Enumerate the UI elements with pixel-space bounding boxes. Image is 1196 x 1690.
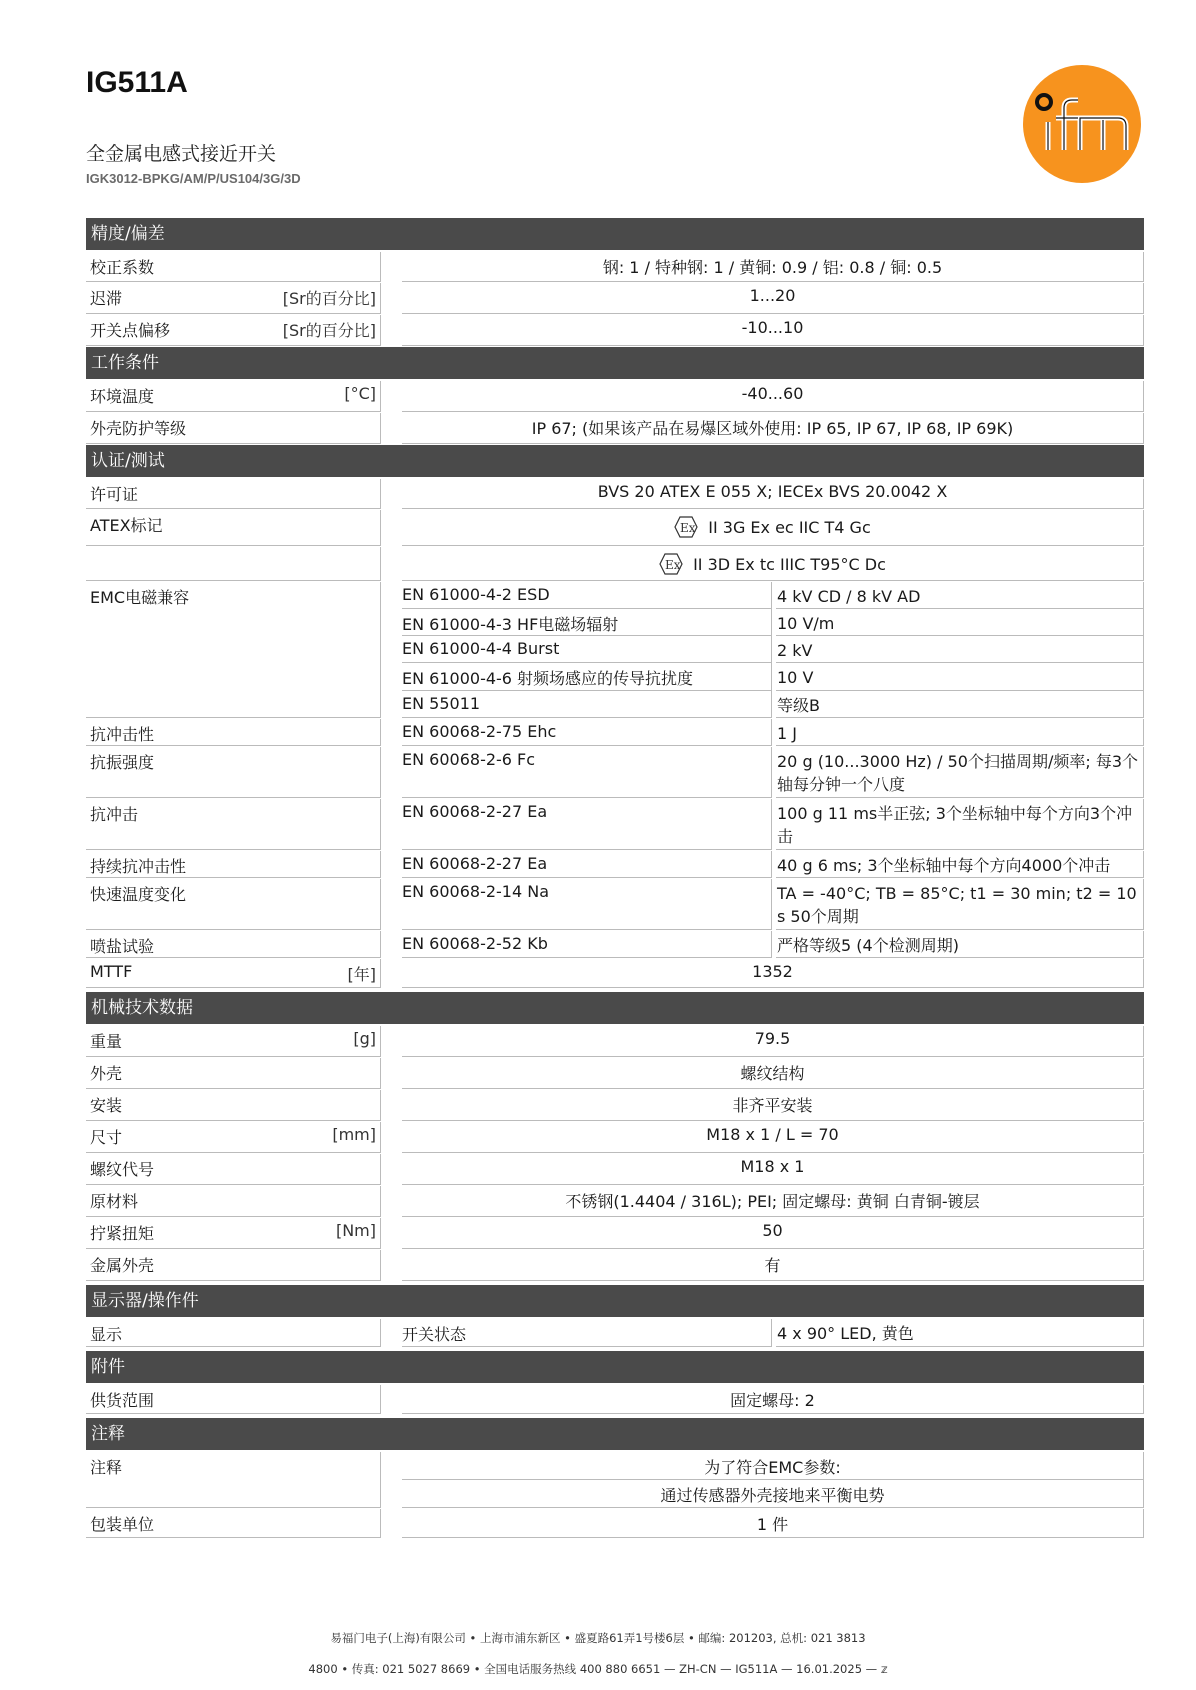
table-row [86,283,1144,314]
row-unit: [Nm] [335,1221,376,1240]
row-value: 1...20 [402,283,1144,314]
test-standard: EN 60068-2-52 Kb [402,931,772,958]
row-label: 抗冲击性 [90,725,155,744]
row-value: 非齐平安装 [402,1090,1144,1121]
table-row [86,851,1144,878]
ex-hexagon-icon [659,553,683,575]
table-row [86,1250,1144,1281]
row-value: 50 [402,1218,1144,1249]
table-row [86,1385,1144,1414]
test-value: 40 g 6 ms; 3个坐标轴中每个方向4000个冲击 [776,851,1144,878]
row-value: 有 [402,1250,1144,1281]
remark-line: 通过传感器外壳接地来平衡电势 [402,1480,1144,1508]
row-value: BVS 20 ATEX E 055 X; IECEx BVS 20.0042 X [402,479,1144,509]
row-value: 79.5 [402,1026,1144,1057]
row-label: 显示 [90,1325,123,1344]
table-row [86,510,1144,546]
table-row [86,252,1144,282]
table-row [86,381,1144,412]
section-operating: 工作条件 [86,347,1144,379]
table-row [86,1218,1144,1249]
test-value: 1 J [776,719,1144,746]
row-label: 外壳 [90,1064,123,1083]
row-unit: [年] [347,965,376,984]
row-unit: [g] [353,1029,376,1048]
row-label: 环境温度 [90,387,155,406]
atex-marking-3d: II 3D Ex tc IIIC T95°C Dc [693,555,886,574]
section-remarks: 注释 [86,1418,1144,1450]
table-row [86,719,1144,746]
table-row [86,747,1144,798]
table-row [86,959,1144,988]
emc-value: 4 kV CD / 8 kV AD [776,582,1144,609]
emc-block [86,582,1144,718]
footer-contact: 4800 • 传真: 021 5027 8669 • 全国电话服务热线 400 880 6651 — ZH-CN — IG511A — 16.01.2025 — 𝕫 [308,1662,888,1676]
footer-address: 易福门电子(上海)有限公司 • 上海市浦东新区 • 盛夏路61弄1号楼6层 • 邮编: 201203, 总机: 021 3813 [330,1631,866,1645]
table-row [86,1122,1144,1153]
remark-line: 为了符合EMC参数: [402,1452,1144,1480]
section-display: 显示器/操作件 [86,1285,1144,1317]
product-subtitle: 全金属电感式接近开关 [86,143,277,165]
emc-value: 等级B [776,691,1144,718]
row-label: ATEX标记 [90,516,163,535]
test-standard: EN 60068-2-27 Ea [402,799,772,850]
row-label: MTTF [90,962,133,981]
table-row [86,1319,1144,1347]
emc-value: 2 kV [776,636,1144,663]
row-unit: [mm] [332,1125,376,1144]
row-label: 抗振强度 [90,753,155,772]
table-row [86,1154,1144,1185]
svg-text:Ex: Ex [665,558,681,572]
table-row [86,1509,1144,1538]
row-label: 包装单位 [90,1515,155,1534]
table-row [86,931,1144,958]
spec-table [86,218,1144,1539]
row-unit: [Sr的百分比] [282,321,376,340]
section-accuracy: 精度/偏差 [86,218,1144,250]
row-value: M18 x 1 [402,1154,1144,1185]
svg-text:Ex: Ex [680,521,696,535]
row-label: 快速温度变化 [90,885,187,904]
test-standard: EN 60068-2-6 Fc [402,747,772,798]
emc-standard: EN 61000-4-6 射频场感应的传导抗扰度 [402,663,772,691]
ifm-logo-icon [1022,64,1142,184]
row-value: -10...10 [402,315,1144,346]
table-row [86,1090,1144,1121]
row-label: 重量 [90,1032,123,1051]
row-label: 安装 [90,1096,123,1115]
test-value: 20 g (10...3000 Hz) / 50个扫描周期/频率; 每3个轴每分钟一个八度 [776,747,1144,798]
ex-hexagon-icon [674,516,698,538]
row-label: 原材料 [90,1192,139,1211]
test-value: 严格等级5 (4个检测周期) [776,931,1144,958]
table-row [86,1452,1144,1508]
row-label: 外壳防护等级 [90,419,187,438]
row-unit: [°C] [344,384,376,403]
row-value: 1 件 [402,1509,1144,1538]
table-row [86,879,1144,930]
row-label: 供货范围 [90,1391,155,1410]
test-value: 100 g 11 ms半正弦; 3个坐标轴中每个方向3个冲击 [776,799,1144,850]
table-row [86,413,1144,444]
atex-marking-3g: II 3G Ex ec IIC T4 Gc [708,518,871,537]
test-standard: EN 60068-2-75 Ehc [402,719,772,746]
row-value: 1352 [402,959,1144,988]
row-label: EMC电磁兼容 [90,588,190,607]
row-value: 不锈钢(1.4404 / 316L); PEI; 固定螺母: 黄铜 白青铜-镀层 [402,1186,1144,1217]
row-label: 螺纹代号 [90,1160,155,1179]
table-row [86,547,1144,581]
emc-standard: EN 61000-4-3 HF电磁场辐射 [402,609,772,636]
test-standard: EN 60068-2-27 Ea [402,851,772,878]
row-label: 注释 [90,1458,123,1477]
section-approvals: 认证/测试 [86,445,1144,477]
emc-standard: EN 55011 [402,691,772,718]
row-label: 开关点偏移 [90,321,171,340]
product-title: IG511A [86,66,188,99]
row-label: 迟滞 [90,289,123,308]
test-standard: EN 60068-2-14 Na [402,879,772,930]
section-accessories: 附件 [86,1351,1144,1383]
row-value: M18 x 1 / L = 70 [402,1122,1144,1153]
table-row [86,1058,1144,1089]
table-row [86,799,1144,850]
emc-value: 10 V [776,663,1144,691]
row-label: 校正系数 [90,258,155,277]
product-code: IGK3012-BPKG/AM/P/US104/3G/3D [86,171,301,186]
display-item: 开关状态 [402,1319,772,1347]
row-label: 喷盐试验 [90,937,155,956]
table-row [86,315,1144,346]
row-value: IP 67; (如果该产品在易爆区域外使用: IP 65, IP 67, IP 68, IP 69K) [402,413,1144,444]
row-value: 钢: 1 / 特种钢: 1 / 黄铜: 0.9 / 铝: 0.8 / 铜: 0.5 [402,252,1144,282]
row-label: 许可证 [90,485,139,504]
table-row [86,479,1144,509]
row-label: 抗冲击 [90,805,139,824]
row-unit: [Sr的百分比] [282,289,376,308]
emc-standard: EN 61000-4-2 ESD [402,582,772,609]
row-label: 持续抗冲击性 [90,857,187,876]
table-row [86,1026,1144,1057]
test-value: TA = -40°C; TB = 85°C; t1 = 30 min; t2 = 10 s 50个周期 [776,879,1144,930]
section-mechanical: 机械技术数据 [86,992,1144,1024]
row-label: 金属外壳 [90,1256,155,1275]
emc-standard: EN 61000-4-4 Burst [402,636,772,663]
row-value: 固定螺母: 2 [402,1385,1144,1414]
row-value: -40...60 [402,381,1144,412]
table-row [86,1186,1144,1217]
row-label: 尺寸 [90,1128,123,1147]
row-label: 拧紧扭矩 [90,1224,155,1243]
display-value: 4 x 90° LED, 黄色 [776,1319,1144,1347]
emc-value: 10 V/m [776,609,1144,636]
row-value: 螺纹结构 [402,1058,1144,1089]
